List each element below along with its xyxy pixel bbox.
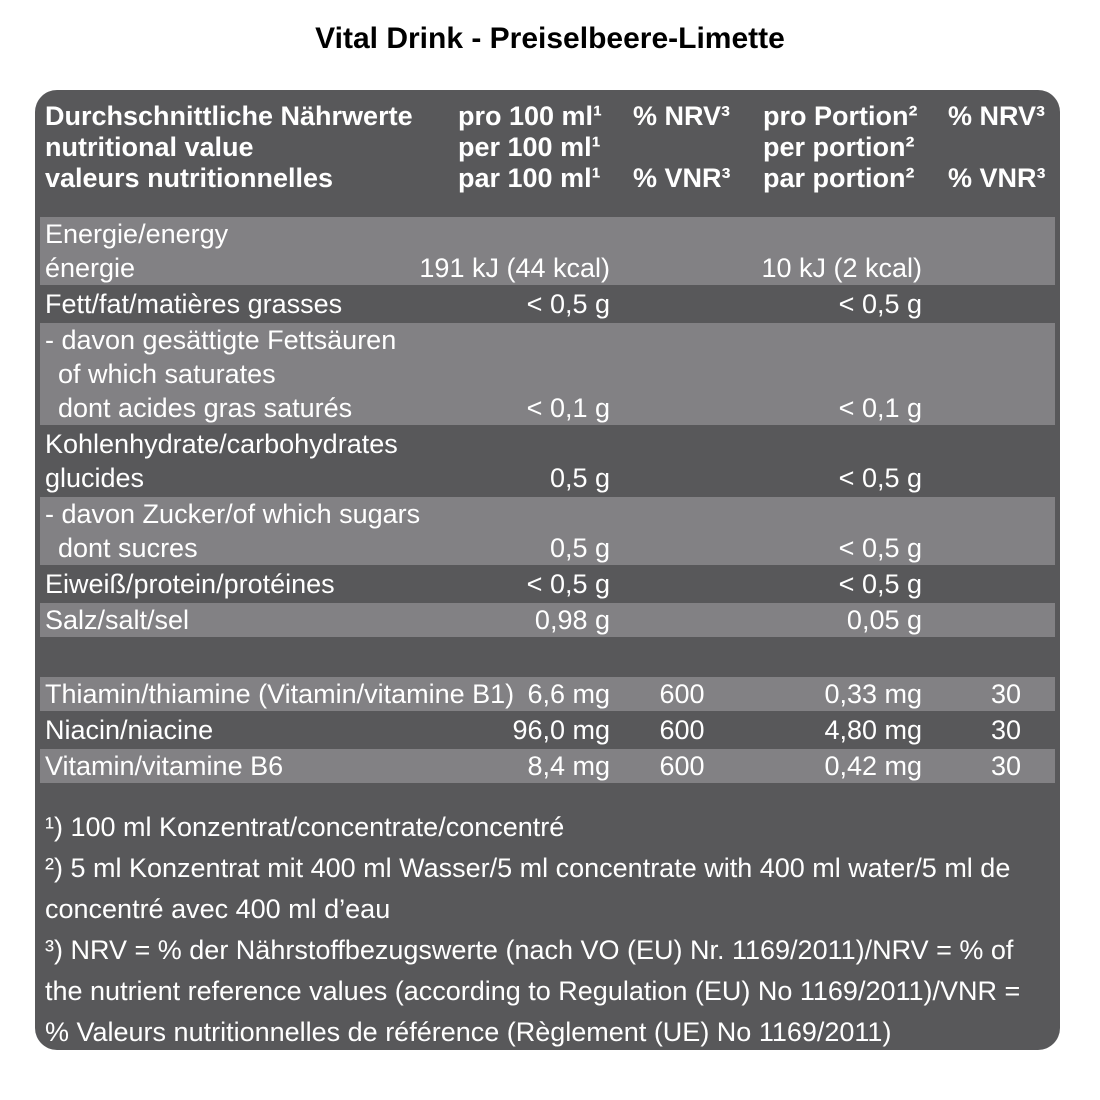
value-per-100ml: 0,5 g bbox=[549, 533, 610, 563]
value-per-100ml: 191 kJ (44 kcal) bbox=[419, 253, 610, 283]
row-label: Niacin/niacine bbox=[45, 715, 214, 745]
value-per-portion: 0,33 mg bbox=[824, 679, 922, 709]
table-row-sugars bbox=[40, 497, 1055, 565]
row-label: - davon Zucker/of which sugars bbox=[45, 499, 421, 529]
value-per-portion: < 0,5 g bbox=[838, 463, 922, 493]
value-per-100ml: 8,4 mg bbox=[527, 751, 610, 781]
value-nrv-portion: 30 bbox=[990, 679, 1022, 709]
header-line: % NRV³ bbox=[948, 101, 1046, 131]
header-line: pro 100 ml¹ bbox=[458, 101, 603, 131]
row-label: Thiamin/thiamine (Vitamin/vitamine B1) bbox=[45, 679, 515, 709]
row-label: of which saturates bbox=[58, 359, 276, 389]
header-line: nutritional value bbox=[45, 132, 254, 162]
row-label: Kohlenhydrate/carbohydrates bbox=[45, 429, 398, 459]
value-per-100ml: < 0,5 g bbox=[526, 569, 610, 599]
table-row-vitamin-b6 bbox=[40, 749, 1055, 783]
header-line: % VNR³ bbox=[633, 163, 731, 193]
header-line: Durchschnittliche Nährwerte bbox=[45, 101, 413, 131]
value-per-portion: < 0,1 g bbox=[838, 393, 922, 423]
header-line: % NRV³ bbox=[633, 101, 731, 131]
value-per-100ml: 0,5 g bbox=[549, 463, 610, 493]
value-nrv-100ml: 600 bbox=[659, 679, 705, 709]
footnote-1: ¹) 100 ml Konzentrat/concentrate/concentré bbox=[45, 812, 565, 842]
value-per-100ml: 0,98 g bbox=[534, 605, 610, 635]
row-label: Salz/salt/sel bbox=[45, 605, 190, 635]
row-label: dont sucres bbox=[58, 533, 198, 563]
header-line: per portion² bbox=[763, 132, 915, 162]
header-col-per-100ml bbox=[458, 101, 602, 194]
header-line: per 100 ml¹ bbox=[458, 132, 601, 162]
row-label: Fett/fat/matières grasses bbox=[45, 289, 343, 319]
header-line bbox=[633, 132, 731, 163]
row-label: Eiweiß/protein/protéines bbox=[45, 569, 335, 599]
spacer-row bbox=[40, 639, 1055, 675]
row-label: dont acides gras saturés bbox=[58, 393, 353, 423]
header-line bbox=[948, 132, 1046, 163]
value-per-100ml: 96,0 mg bbox=[512, 715, 610, 745]
footnotes bbox=[40, 783, 1055, 1050]
header-line: % VNR³ bbox=[948, 163, 1046, 193]
row-label: énergie bbox=[45, 253, 136, 283]
table-row-salt bbox=[40, 603, 1055, 637]
header-line: par 100 ml¹ bbox=[458, 163, 601, 193]
row-label: Energie/energy bbox=[45, 219, 229, 249]
value-per-portion: 10 kJ (2 kcal) bbox=[761, 253, 922, 283]
row-label: - davon gesättigte Fettsäuren bbox=[45, 325, 397, 355]
table-header bbox=[40, 90, 1055, 215]
value-nrv-100ml: 600 bbox=[659, 715, 705, 745]
value-per-portion: < 0,5 g bbox=[838, 533, 922, 563]
header-line: par portion² bbox=[763, 163, 915, 193]
header-col-nrv-per-100ml bbox=[633, 101, 731, 194]
header-col-per-portion bbox=[763, 101, 917, 194]
value-per-100ml: < 0,5 g bbox=[526, 289, 610, 319]
table-row-protein bbox=[40, 567, 1055, 601]
footnote-3: ³) NRV = % der Nährstoffbezugswerte (nach VO (EU) Nr. 1169/2011)/NRV = % of the nutrient reference values (according to Regulation (EU) No 1169/2011)/VNR = % Valeurs nutritionnelles de référence (Règlement (UE) No 1169/2011) bbox=[45, 935, 1021, 1047]
page-title: Vital Drink - Preiselbeere-Limette bbox=[315, 22, 785, 55]
value-per-100ml: < 0,1 g bbox=[526, 393, 610, 423]
value-per-portion: < 0,5 g bbox=[838, 289, 922, 319]
footnote-2: ²) 5 ml Konzentrat mit 400 ml Wasser/5 ml concentrate with 400 ml water/5 ml de concentré avec 400 ml d’eau bbox=[45, 853, 1011, 924]
row-label: glucides bbox=[45, 463, 145, 493]
value-nrv-portion: 30 bbox=[990, 751, 1022, 781]
table-row-carbohydrates bbox=[40, 427, 1055, 495]
header-line: valeurs nutritionnelles bbox=[45, 163, 334, 193]
table-row-energy bbox=[40, 217, 1055, 285]
value-per-portion: 0,05 g bbox=[846, 605, 922, 635]
header-col-nrv-per-portion bbox=[948, 101, 1046, 194]
table-row-saturates bbox=[40, 323, 1055, 425]
row-label: Vitamin/vitamine B6 bbox=[45, 751, 284, 781]
value-per-portion: < 0,5 g bbox=[838, 569, 922, 599]
nutrition-facts-card bbox=[35, 90, 1060, 1050]
value-per-portion: 4,80 mg bbox=[824, 715, 922, 745]
header-line: pro Portion² bbox=[763, 101, 918, 131]
value-nrv-portion: 30 bbox=[990, 715, 1022, 745]
table-row-fat bbox=[40, 287, 1055, 321]
value-per-100ml: 6,6 mg bbox=[527, 679, 610, 709]
table-row-niacin bbox=[40, 713, 1055, 747]
table-row-thiamine-b1 bbox=[40, 677, 1055, 711]
value-nrv-100ml: 600 bbox=[659, 751, 705, 781]
value-per-portion: 0,42 mg bbox=[824, 751, 922, 781]
